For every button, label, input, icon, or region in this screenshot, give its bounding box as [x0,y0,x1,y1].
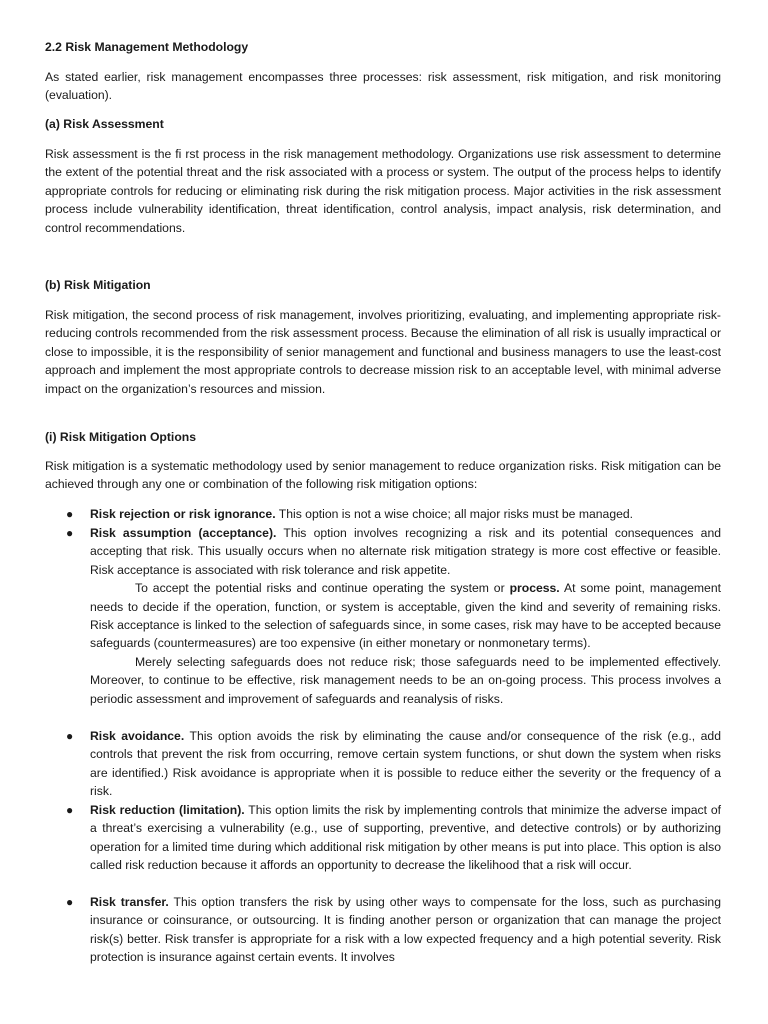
list-item-text: This option limits the risk by implementing controls that minimize the adverse impact of a threat’s exercising a vulnerability (e.g., use of supporting, preventive, and detective controls) or by authorizing operation for a limited time during which additional risk mitigation by other means is put into place. This option is also called risk reduction because it affords an opportunity to decrease the likelihood that a risk will occur. [90,803,721,873]
risk-assessment-body: Risk assessment is the fi rst process in the risk management methodology. Organizations use risk assessment to determine the extent of the potential threat and the risk associated with a process or system. The output of the process helps to identify appropriate controls for reducing or eliminating risk during the risk mitigation process. Major activities in the risk assessment process include vulnerability identification, threat identification, control analysis, impact analysis, risk determination, and control recommendations. [45,147,721,235]
risk-mitigation-heading: (b) Risk Mitigation [45,278,151,292]
mitigation-options-intro: Risk mitigation is a systematic methodology used by senior management to reduce organization risks. Risk mitigation can be achieved through any one or combination of the following risk mitigation options: [45,459,721,492]
risk-mitigation-body: Risk mitigation, the second process of risk management, involves prioritizing, evaluating, and implementing appropriate risk-reducing controls recommended from the risk assessment process. Because the elimination of all risk is usually impractical or close to impossible, it is the responsibility of senior management and functional and business managers to use the least-cost approach and implement the most appropriate controls to decrease mission risk to an acceptable level, with minimal adverse impact on the organization’s resources and mission. [45,308,722,396]
bullet-icon: ● [66,895,74,909]
list-item-text: This option transfers the risk by using other ways to compensate for the loss, such as purchasing insurance or coinsurance, or outsourcing. It is finding another person or organization that can manage the project risk(s) better. Risk transfer is appropriate for a risk with a low expected frequency and a high potential severity. Risk protection is insurance against certain events. It involves [90,895,721,965]
mitigation-options-heading: (i) Risk Mitigation Options [45,430,196,444]
list-item-text: This option is not a wise choice; all major risks must be managed. [278,507,634,521]
list-item-emphasis: process. [509,581,560,596]
risk-assessment-heading: (a) Risk Assessment [45,117,164,131]
intro-paragraph: As stated earlier, risk management encompasses three processes: risk assessment, risk mitigation, and risk monitoring (evaluation). [45,70,721,103]
list-item-term: Risk rejection or risk ignorance. [90,507,276,521]
bullet-icon: ● [66,507,74,521]
list-item-risk-reduction [90,801,721,875]
list-item-term: Risk avoidance. [90,729,185,743]
bullet-icon: ● [66,729,74,743]
list-item-text: This option involves recognizing a risk and its potential consequences and accepting that risk. This usually occurs when no alternate risk mitigation strategy is more cost effective or feasible. Risk acceptance is associated with risk tolerance and risk appetite. [90,526,722,577]
list-item-text: To accept the potential risks and continue operating the system or [135,581,505,596]
list-item-risk-transfer [90,893,721,967]
list-item-text: This option avoids the risk by eliminating the cause and/or consequence of the risk (e.g., add controls that prevent the risk from occurring, remove certain system functions, or shut down the system when risks are identified.) Risk avoidance is appropriate when it is possible to reduce either the severity or the frequency of a risk. [90,729,721,799]
list-item-text: At some point, management needs to decide if the operation, function, or system is acceptable, given the kind and severity of remaining risks. Risk acceptance is linked to the selection of safeguards since, in some cases, risk may have to be accepted because safeguards (countermeasures) are too expensive (in either monetary or nonmonetary terms). [90,581,721,651]
list-item-paragraph [90,579,721,653]
bullet-icon: ● [66,526,74,540]
list-item-risk-rejection [90,505,721,523]
list-item-term: Risk reduction (limitation). [90,803,245,817]
section-title: 2.2 Risk Management Methodology [45,40,249,54]
bullet-icon: ● [66,803,74,817]
list-item-term: Risk assumption (acceptance). [90,526,277,540]
list-item-risk-assumption [90,524,721,708]
list-item-risk-avoidance [90,727,721,801]
list-item-paragraph: Merely selecting safeguards does not reduce risk; those safeguards need to be implemented effectively. Moreover, to continue to be effective, risk management needs to be an on-going process. This process involves a periodic assessment and improvement of safeguards and reanalysis of risks. [90,654,721,706]
list-item-term: Risk transfer. [90,895,169,909]
list-item-paragraph [90,524,721,579]
